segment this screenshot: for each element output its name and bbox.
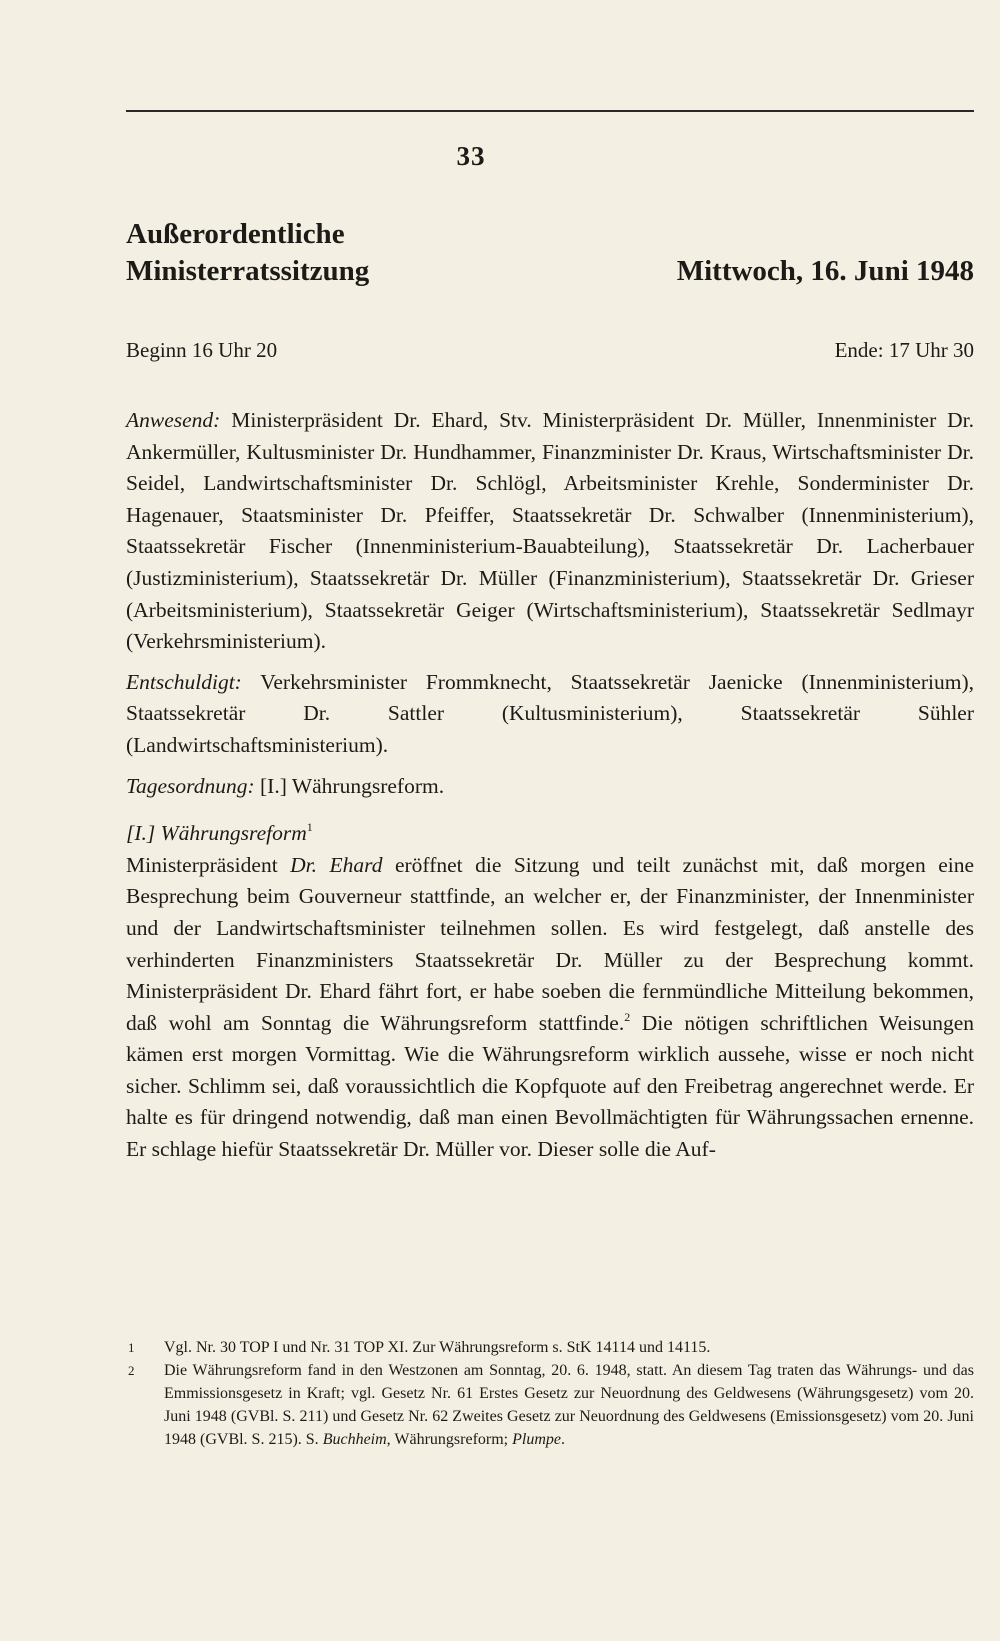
header-rule [126, 110, 974, 112]
excused-text: Verkehrsminister Frommknecht, Staatssekretär Jaenicke (Innenministerium), Staatssekretär Dr. Sattler (Kultusministerium), Staatssekretär Sühler (Landwirtschaftsministerium). [126, 669, 974, 757]
footnote-text: , Währungsreform; [386, 1431, 513, 1448]
attendance-present [126, 405, 974, 658]
present-label: Anwesend: [126, 408, 221, 432]
footnote-text: . [561, 1431, 565, 1448]
body-text [126, 405, 974, 1166]
footnote-1 [126, 1336, 974, 1359]
agenda-label: Tagesordnung: [126, 773, 255, 798]
end-time: Ende: 17 Uhr 30 [834, 338, 974, 362]
document-number: 33 [456, 141, 486, 171]
citation-author: Buchheim [322, 1431, 387, 1448]
footnote-ref-1: 1 [306, 820, 313, 835]
section-title: Währungsreform [160, 821, 307, 846]
footnote-text: Die Währungsreform fand in den Westzonen am Sonntag, 20. 6. 1948, statt. An diesem Tag traten das Währungs- und das Emmissionsgesetz in Kraft; vgl. Gesetz Nr. 61 Erstes Gesetz zur Neuordnung des Geldwesens (Währungsgesetz) vom 20. Juni 1948 (GVBl. S. 211) und Gesetz Nr. 62 Zweites Gesetz zur Neuordnung des Geldwesens (Emissionsgesetz) vom 20. Juni 1948 (GVBl. S. 215). S. [164, 1362, 974, 1448]
footnote-ref-2: 2 [624, 1009, 631, 1024]
attendance-excused [126, 667, 974, 762]
agenda-text: [I.] Währungsreform. [260, 773, 445, 798]
excused-label: Entschuldigt: [126, 669, 242, 694]
title-line-2: Ministerratssitzung [126, 255, 370, 287]
agenda [126, 771, 974, 803]
section-paragraph [126, 850, 974, 1166]
footnote-number: 1 [128, 1340, 135, 1355]
speaker-name: Dr. Ehard [290, 852, 383, 877]
footnote-text: Vgl. Nr. 30 TOP I und Nr. 31 TOP XI. Zur Währungsreform s. StK 14114 und 14115. [164, 1339, 711, 1356]
paragraph-text-1: Ministerpräsident [126, 852, 291, 877]
footnote-2 [126, 1359, 974, 1451]
meeting-date: Mittwoch, 16. Juni 1948 [676, 255, 974, 287]
paragraph-text-3: Die nötigen schriftlichen Weisungen kämen erst morgen Vormittag. Wie die Währungsreform wirklich aussehe, wisse er noch nicht sicher. Schlimm sei, daß voraussichtlich die Kopfquote auf den Freibetrag angerechnet werde. Er halte es für dringend notwendig, daß man einen Bevollmächtigten für Währungssachen ernenne. Er schlage hiefür Staatssekretär Dr. Müller vor. Dieser solle die Auf- [126, 1010, 974, 1162]
document-title [126, 216, 369, 290]
present-text: Ministerpräsident Dr. Ehard, Stv. Ministerpräsident Dr. Müller, Innenminister Dr. Ankermüller, Kultusminister Dr. Hundhammer, Finanzminister Dr. Kraus, Wirtschaftsminister Dr. Seidel, Landwirtschaftsminister Dr. Schlögl, Arbeitsminister Krehle, Sonderminister Dr. Hagenauer, Staatsminister Dr. Pfeiffer, Staatssekretär Dr. Schwalber (Innenministerium), Staatssekretär Fischer (Innenministerium-Bauabteilung), Staatssekretär Dr. Lacherbauer (Justizministerium), Staatssekretär Dr. Müller (Finanzministerium), Staatssekretär Dr. Grieser (Arbeitsministerium), Staatssekretär Geiger (Wirtschaftsministerium), Staatssekretär Sedlmayr (Verkehrsministerium). [126, 408, 974, 654]
section-number: [I.] [126, 821, 156, 846]
paragraph-text-2: eröffnet die Sitzung und teilt zunächst mit, daß morgen eine Besprechung beim Gouverneur stattfinde, an welcher er, der Finanzminister, der Innenminister und der Landwirtschaftsminister teilnehmen sollen. Es wird festgelegt, daß anstelle des verhinderten Finanzministers Staatssekretär Dr. Müller zu der Besprechung kommt. Ministerpräsident Dr. Ehard fährt fort, er habe soeben die fernmündliche Mitteilung bekommen, daß wohl am Sonntag die Währungsreform stattfinde. [126, 852, 975, 1035]
begin-time: Beginn 16 Uhr 20 [126, 338, 278, 362]
title-line-1: Außerordentliche [126, 218, 345, 250]
footnotes [126, 1336, 974, 1451]
document-page [126, 0, 974, 1641]
footnote-number: 2 [128, 1363, 135, 1378]
meeting-times [126, 338, 974, 368]
citation-author: Plumpe [512, 1431, 561, 1448]
section-heading [126, 818, 974, 850]
